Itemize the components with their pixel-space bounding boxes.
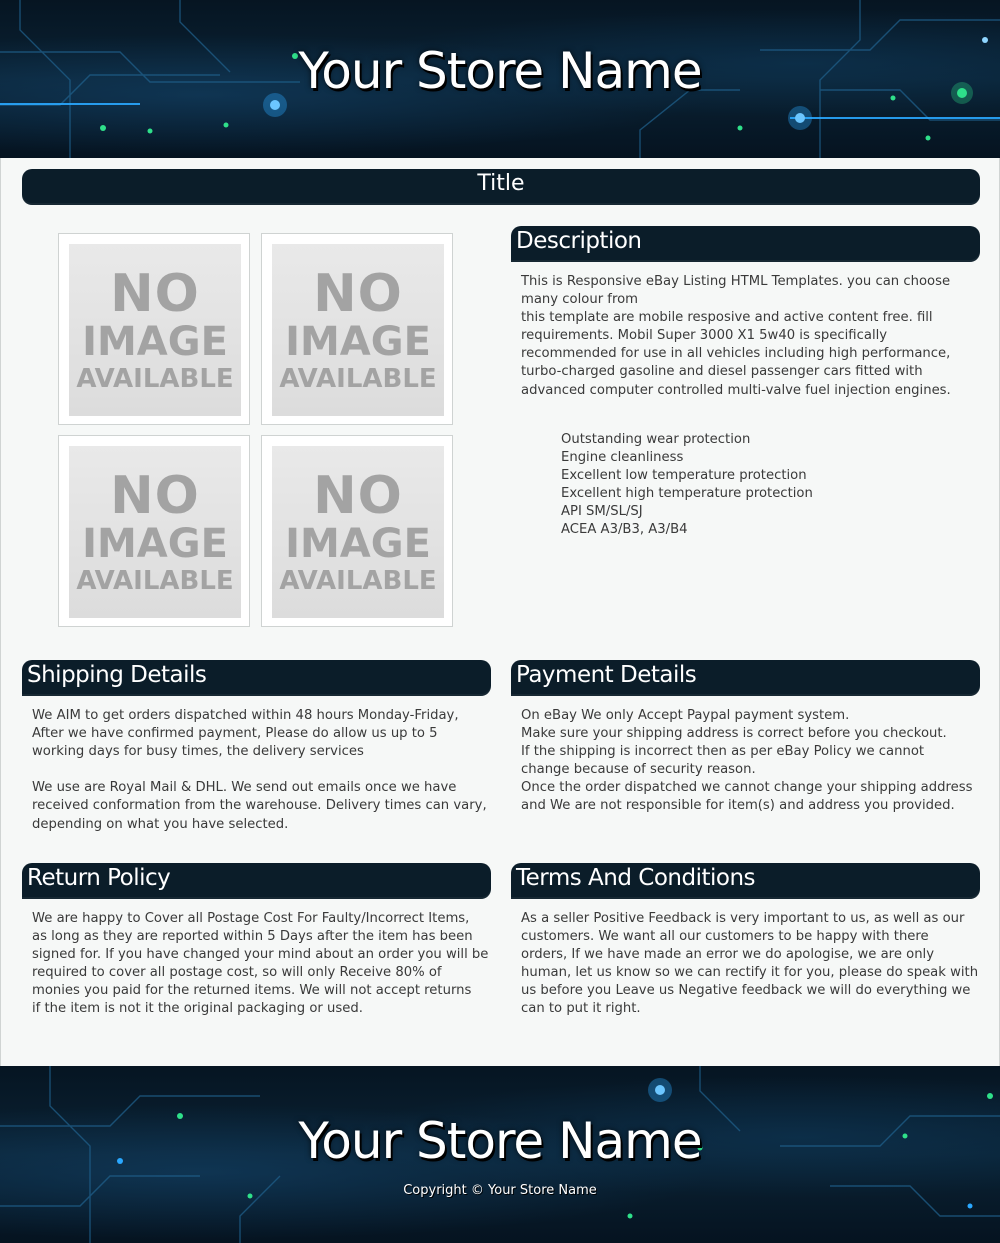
no-image-placeholder: [272, 446, 444, 618]
terms-line: us before you Leave us Negative feedback we will do everything we: [521, 983, 971, 999]
footer-banner: [0, 1066, 1000, 1243]
placeholder-line: IMAGE: [82, 319, 228, 365]
return-policy-line: as long as they are reported within 5 Days after the item has been: [32, 929, 473, 945]
placeholder-line: NO: [110, 466, 200, 526]
description-line: This is Responsive eBay Listing HTML Templates. you can choose: [521, 274, 951, 289]
return-policy-text: [32, 910, 492, 1019]
no-image-placeholder: [69, 244, 241, 416]
description-line: many colour from: [521, 292, 638, 308]
listing-title: Title: [22, 169, 980, 205]
payment-line: and We are not responsible for item(s) and address you provided.: [521, 798, 955, 814]
footer-store-name: Your Store Name: [298, 1112, 702, 1170]
gallery-thumbnail[interactable]: [261, 435, 453, 627]
feature-list: [561, 431, 961, 540]
return-policy-line: required to cover all postage cost, so will only Receive 80% of: [32, 965, 442, 981]
listing-content: [0, 158, 1000, 1066]
terms-line: human, let us know so we can rectify it for you, please do speak with: [521, 965, 979, 981]
gallery-thumbnail[interactable]: [261, 233, 453, 425]
return-policy-line: signed for. If you have changed your mind about an order you will be: [32, 947, 489, 963]
placeholder-line: NO: [313, 466, 403, 526]
feature-item: Engine cleanliness: [561, 450, 684, 466]
payment-line: If the shipping is incorrect then as per eBay Policy we cannot: [521, 744, 925, 760]
return-policy-line: We are happy to Cover all Postage Cost For Faulty/Incorrect Items,: [32, 911, 470, 926]
payment-heading: Payment Details: [511, 660, 980, 696]
placeholder-line: AVAILABLE: [76, 364, 234, 394]
placeholder-line: NO: [110, 264, 200, 324]
shipping-line: received conformation from the warehouse. Delivery times can vary,: [32, 798, 487, 814]
image-gallery: [58, 233, 455, 630]
feature-item: Excellent high temperature protection: [561, 486, 813, 502]
description-line: advanced computer controlled multi-valve fuel injection engines.: [521, 382, 951, 398]
description-heading: Description: [511, 226, 980, 262]
placeholder-line: AVAILABLE: [279, 364, 437, 394]
placeholder-line: IMAGE: [285, 521, 431, 567]
terms-line: can to put it right.: [521, 1001, 641, 1017]
feature-item: Outstanding wear protection: [561, 432, 751, 447]
description-line: this template are mobile resposive and active content free. fill: [521, 310, 933, 326]
feature-item: ACEA A3/B3, A3/B4: [561, 522, 688, 538]
terms-line: customers. We want all our customers to be happy with there: [521, 929, 929, 945]
description-line: requirements. Mobil Super 3000 X1 5w40 is specifically: [521, 328, 888, 344]
placeholder-line: AVAILABLE: [279, 566, 437, 596]
terms-text: [521, 910, 981, 1019]
payment-line: Make sure your shipping address is correct before you checkout.: [521, 726, 947, 742]
shipping-line: We use are Royal Mail & DHL. We send out emails once we have: [32, 780, 457, 796]
shipping-heading: Shipping Details: [22, 660, 491, 696]
description-text: [521, 273, 976, 400]
shipping-line: After we have confirmed payment, Please do allow us up to 5: [32, 726, 438, 742]
gallery-thumbnail[interactable]: [58, 435, 250, 627]
store-name-heading: Your Store Name: [298, 42, 702, 100]
shipping-line: working days for busy times, the delivery services: [32, 744, 364, 760]
description-line: turbo-charged gasoline and diesel passenger cars fitted with: [521, 364, 923, 380]
gallery-thumbnail[interactable]: [58, 233, 250, 425]
payment-line: On eBay We only Accept Paypal payment system.: [521, 708, 850, 723]
placeholder-line: IMAGE: [285, 319, 431, 365]
feature-item: Excellent low temperature protection: [561, 468, 807, 484]
return-policy-line: monies you paid for the returned items. We will not accept returns: [32, 983, 472, 999]
placeholder-line: AVAILABLE: [76, 566, 234, 596]
placeholder-line: NO: [313, 264, 403, 324]
header-banner: [0, 0, 1000, 158]
no-image-placeholder: [69, 446, 241, 618]
payment-text: [521, 707, 981, 816]
shipping-line: We AIM to get orders dispatched within 48 hours Monday-Friday,: [32, 708, 459, 723]
terms-heading: Terms And Conditions: [511, 863, 980, 899]
shipping-line: [32, 761, 487, 779]
no-image-placeholder: [272, 244, 444, 416]
placeholder-line: IMAGE: [82, 521, 228, 567]
shipping-text: [32, 707, 487, 834]
terms-line: As a seller Positive Feedback is very important to us, as well as our: [521, 911, 965, 926]
copyright-text: Copyright © Your Store Name: [403, 1183, 597, 1198]
shipping-line: depending on what you have selected.: [32, 816, 289, 832]
description-line: recommended for use in all vehicles including high performance,: [521, 346, 951, 362]
payment-line: change because of security reason.: [521, 762, 756, 778]
payment-line: Once the order dispatched we cannot change your shipping address: [521, 780, 973, 796]
feature-item: API SM/SL/SJ: [561, 504, 643, 520]
return-policy-line: if the item is not it the original packaging or used.: [32, 1001, 363, 1017]
return-policy-heading: Return Policy: [22, 863, 491, 899]
terms-line: orders, If we have made an error we do apologise, we are only: [521, 947, 935, 963]
